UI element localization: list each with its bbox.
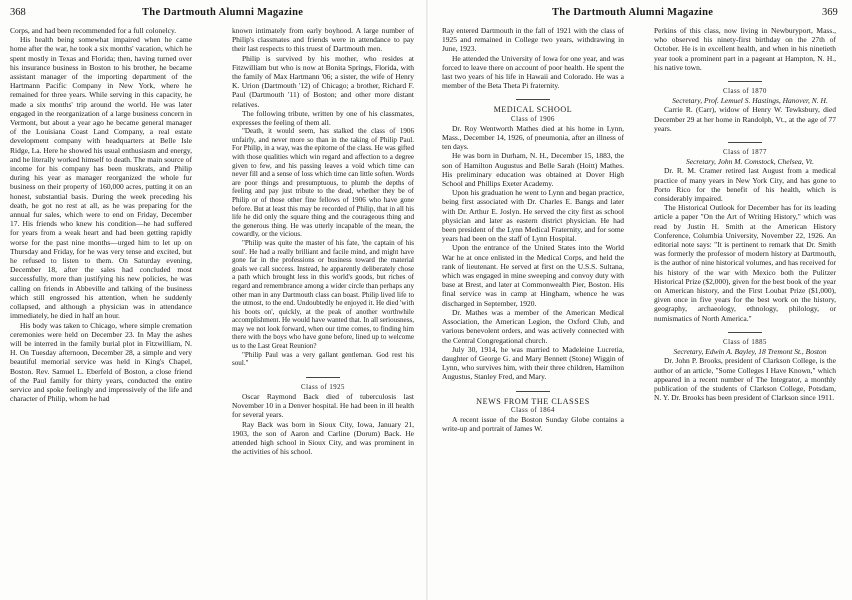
class-secretary: Secretary, Prof. Lemuel S. Hastings, Hanover, N. H. [672, 96, 828, 106]
paragraph: known intimately from early boyhood. A large number of Philip's classmates and friends were in attendance to pay their last respects to this truest of Dartmouth men. [232, 26, 414, 54]
class-heading: Class of 1885 [723, 338, 767, 346]
section-divider [728, 81, 762, 82]
page-number: 368 [10, 7, 26, 18]
paragraph: Dr. Roy Wentworth Mathes died at his home in Lynn, Mass., December 14, 1926, of pneumonia, after an illness of ten days. [442, 123, 624, 152]
section-divider [728, 142, 762, 143]
column-right-2 [654, 26, 836, 402]
paragraph: His body was taken to Chicago, where simple cremation ceremonies were held on December 23. In May the ashes will be interred in the family burial plot in Fitzwilliam, N. H. On Tuesday afternoon, December 28, a simple and very beautiful memorial service was held in King's Chapel, Boston. Rev. Samuel L. Eberfeld of Boston, a close friend of the Paul family for thirty years, conducted the entire service and spoke feelingly and impressively of the life and character of Philip, whom he had [10, 320, 192, 404]
class-heading: Class of 1925 [301, 383, 345, 391]
paragraph: Perkins of this class, now living in Newburyport, Mass., who observed his ninety-first birthday on the 27th of October. He is in excellent health, and when in his ninetieth year took a prominent part in a pageant at Hampton, N. H., his native town. [654, 26, 836, 72]
class-secretary: Secretary, John M. Comstock, Chelsea, Vt. [685, 157, 815, 167]
right-page [428, 0, 852, 600]
running-head: The Dartmouth Alumni Magazine [142, 7, 304, 18]
tribute-quote: "Death, it would seem, has stalked the class of 1906 unfairly, and never more so than in the taking of Philip Paul. For Philip, in a way, was the epitome of the class. He was gifted with those qualities which win regard and affection to a degree given to few, and his passing leaves a void which time can never fill and a sense of loss which time can little soften. Words are poor things and presumptuous, to plumb the depths of feeling and pay just tribute to the dead, whether they be of Philip or of those other fine fellows of 1906 who have gone before. But at least this may be recorded of Philip, that in all his life he did only the square thing and the courageous thing and the generous thing. He was utterly incapable of the mean, the cowardly, or the vicious. [232, 127, 414, 239]
class-heading: Class of 1906 [511, 115, 555, 123]
column-left-1 [10, 26, 192, 403]
section-divider [516, 391, 550, 392]
section-divider [516, 99, 550, 100]
class-secretary: Secretary, Edwin A. Bayley, 18 Tremont St., Boston [673, 347, 827, 357]
paragraph: Dr. Mathes was a member of the American Medical Association, the American Legion, the Oxford Club, and various benevolent orders, and was actively connected with the Central Congregational church. [442, 307, 624, 345]
running-head: The Dartmouth Alumni Magazine [552, 7, 714, 18]
paragraph: Ray Back was born in Sioux City, Iowa, January 21, 1903, the son of Aaron and Carline (Dorum) Back. He attended high school in Sioux City, and was prominent in the activities of his school. [232, 419, 414, 457]
column-right-1 [442, 26, 624, 433]
column-left-2 [232, 26, 414, 456]
paragraph: He attended the University of Iowa for one year, and was forced to leave there on account of poor health. He spent the last two years of his life in Hawaii and Colorado. He was a member of the Beta Theta Pi fraternity. [442, 53, 624, 91]
paragraph: Ray entered Dartmouth in the fall of 1921 with the class of 1925 and remained in College two years, withdrawing in June, 1923. [442, 26, 624, 54]
section-heading: MEDICAL SCHOOL [493, 105, 573, 115]
paragraph: A recent issue of the Boston Sunday Globe contains a write-up and portrait of James W. [442, 414, 624, 434]
paragraph: Philip is survived by his mother, who resides at Fitzwilliam but who is now at Bonita Springs, Florida, with the family of Max Hartmann '06; a sister, the wife of Henry K. Urion (Dartmouth '12) of Chicago; a brother, Richard F. Paul (Dartmouth '11) of Boston; and other more distant relatives. [232, 53, 414, 109]
paragraph: Upon his graduation he went to Lynn and began practice, being first associated with Dr. Charles E. Bangs and later with Dr. Arthur E. Joslyn. He served the city first as school physician and later as eastern district physician. He had been president of the Lynn Medical Fraternity, and for some years had been on the staff of Lynn Hospital. [442, 188, 624, 244]
page-number: 369 [822, 7, 838, 18]
class-heading: Class of 1870 [723, 88, 767, 96]
section-divider [306, 377, 340, 378]
section-heading: NEWS FROM THE CLASSES [476, 396, 590, 406]
class-heading: Class of 1877 [723, 149, 767, 157]
paragraph: July 30, 1914, he was married to Madeleine Lucretia, daughter of George G. and Mary Bennett (Stone) Wiggin of Lynn, who survives him, with their three children, Hamilton Augustus, Stanley Fred, and Mary. [442, 344, 624, 382]
paragraph: His health being somewhat impaired when he came home after the war, he took a six months' vacation, which he spent mostly in Texas and Florida; then, having turned over his insurance business in Boston to his brother, he became assistant manager of the importing department of the Hartmann Pacific Company in New York, where he remained for three years. While serving in this capacity, he made a six months' trip around the world. He was later engaged in the reorganization of a large business concern in Vermont, but about a year ago he became general manager of the Louisiana Coast Land Company, a real estate development company with headquarters at Belle Isle Ridge, La. Here he showed his usual enthusiasm and energy, and he literally worked himself to death. The main source of income for his company has been muskrats, and Philip during his year as manager reorganized the whole fur business on their property of 160,000 acres, putting it on an honest, substantial basis. During the week preceding his death, he got no rest at all, as he was preparing for the annual fur sales, which were to end on Friday, December 17. His friends who knew his condition—he had suffered for years from a weak heart and had been getting rapidly worse for the past nine months—urged him to let up on Thursday and Friday, for he was very tense and excited, but he refused to listen to them. On Saturday evening, December 18, after the sales had concluded most successfully, more than justifying his new policies, he was calling on friends in Abbeville and talking of the business which still engrossed his attention, when he suddenly collapsed, and although a physician was in attendance immediately, he died in half an hour. [10, 35, 192, 321]
paragraph: Dr. John P. Brooks, president of Clarkson College, is the author of an article, "Some Colleges I Have Known," which appeared in a recent number of The Integrator, a monthly publication of the students of Clarkson College, Potsdam, N. Y. Dr. Brooks has been president of Clarkson since 1911. [654, 356, 836, 403]
tribute-quote: "Philip Paul was a very gallant gentleman. God rest his soul." [232, 350, 414, 368]
paragraph: Oscar Raymond Back died of tuberculosis last November 10 in a Denver hospital. He had been in ill health for several years. [232, 392, 414, 420]
paragraph: Carrie R. (Carr), widow of Henry W. Tewksbury, died December 29 at her home in Randolph, Vt., at the age of 77 years. [654, 105, 836, 133]
tribute-quote: "Philip was quite the master of his fate, 'the captain of his soul'. He had a really brilliant and facile mind, and might have gone far in the professions or business toward the material goals we call success. Instead, he apparently deliberately chose a path which brought less in this world's goods, but riches of regard and remembrance among a wider circle than perhaps any other man in any Dartmouth class can boast. Philip lived life to the utmost, to the end. Undoubtedly he enjoyed it. He died 'with his boots on', quickly, at the peak of another worthwhile accomplishment. He would have wanted that. In all seriousness, may we not look forward, when our time comes, to finding him there with the boys who have gone before, lined up to welcome us to the Last Great Reunion? [232, 238, 414, 351]
paragraph: He was born in Durham, N. H., December 15, 1883, the son of Hamilton Augustus and Belle Sarah (Hoitt) Mathes. His preliminary education was obtained at Dover High School and Phillips Exeter Academy. [442, 151, 624, 189]
class-heading: Class of 1864 [511, 406, 555, 414]
paragraph: Corps, and had been recommended for a full colonelcy. [10, 26, 177, 35]
paragraph: Upon the entrance of the United States into the World War he at once enlisted in the Medical Corps, and held the rank of lieutenant. He served at first on the U.S.S. Sultana, which was engaged in mine sweeping and convoy duty with base at Brest, and later at Commonwealth Pier, Boston. His final service was in camp at Hingham, whence he was discharged in September, 1920. [442, 243, 624, 308]
section-divider [728, 332, 762, 333]
paragraph: The following tribute, written by one of his classmates, expresses the feeling of them all. [232, 108, 414, 128]
paragraph: Dr. R. M. Cramer retired last August from a medical practice of many years in New York City, and has gone to Porto Rico for the benefit of his health, which is considerably impaired. [654, 166, 836, 204]
paragraph: The Historical Outlook for December has for its leading article a paper "On the Art of Writing History," which was read by Justin H. Smith at the American History Conference, Columbia University, November 22, 1926. An editorial note says: "It is pertinent to remark that Dr. Smith was formerly the professor of modern history at Dartmouth, is the author of nine historical volumes, and has received for his history of the war with Mexico both the Pulitzer Historical Prize ($2,000), given for the best book of the year on American history, and the First Loubat Prize ($1,000), given once in five years for the best work on the history, geography, archaeology, ethnology, philology, or numismatics of North America." [654, 203, 836, 323]
